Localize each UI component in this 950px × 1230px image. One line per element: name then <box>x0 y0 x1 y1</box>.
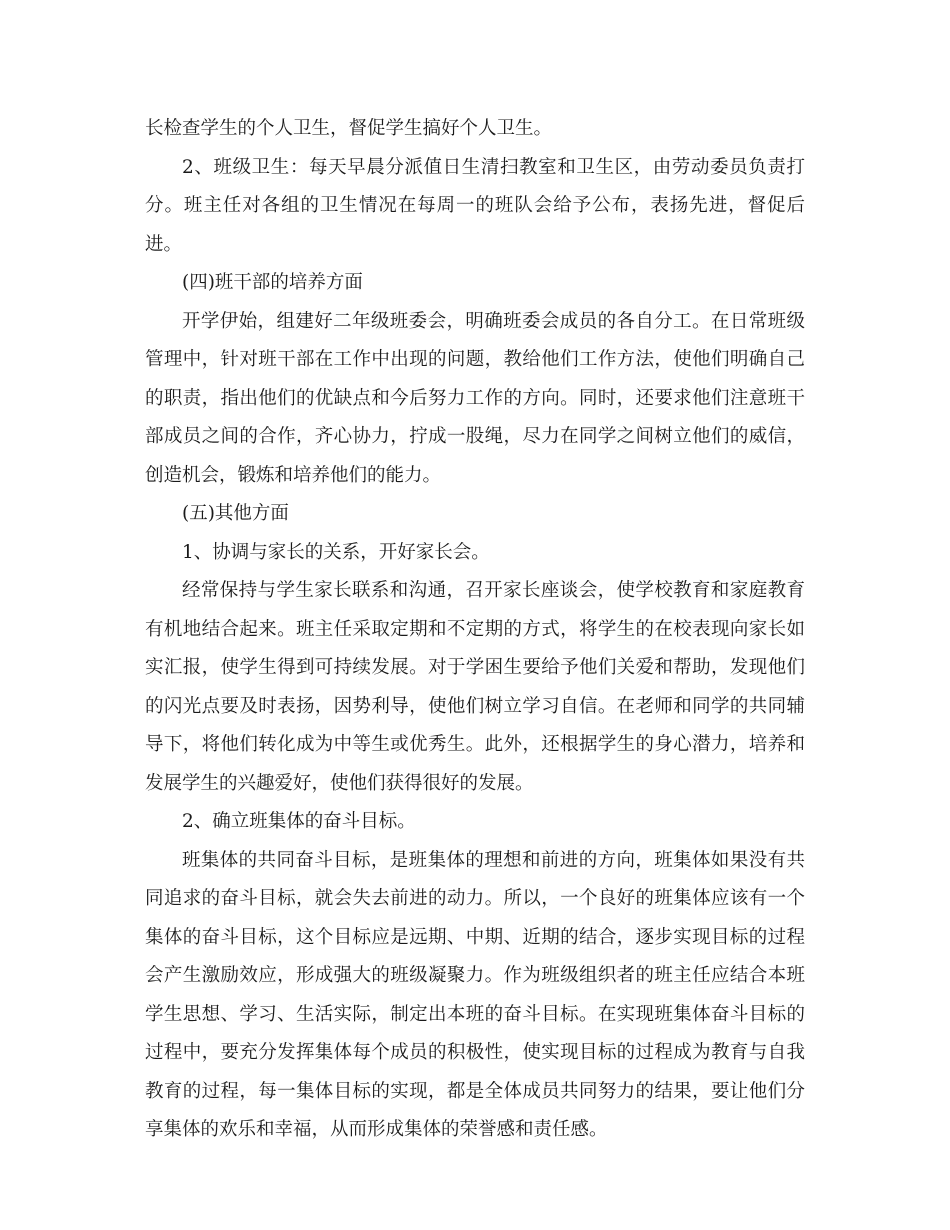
paragraph-continuation: 长检查学生的个人卫生，督促学生搞好个人卫生。 <box>145 118 553 139</box>
document-body <box>145 110 805 1150</box>
paragraph-goals: 班集体的共同奋斗目标，是班集体的理想和前进的方向，班集体如果没有共同追求的奋斗目标，就会失去前进的动力。所以，一个良好的班集体应该有一个集体的奋斗目标，这个目标应是远期、中期、近期的结合，逐步实现目标的过程会产生激励效应，形成强大的班级凝聚力。作为班级组织者的班主任应结合本班学生思想、学习、生活实际，制定出本班的奋斗目标。在实现班集体奋斗目标的过程中，要充分发挥集体每个成员的积极性，使实现目标的过程成为教育与自我教育的过程，每一集体目标的实现，都是全体成员共同努力的结果，要让他们分享集体的欢乐和幸福，从而形成集体的荣誉感和责任感。 <box>145 849 805 1140</box>
subheading-goals: 2、确立班集体的奋斗目标。 <box>182 811 416 832</box>
paragraph-cadre-training: 开学伊始，组建好二年级班委会，明确班委会成员的各自分工。在日常班级管理中，针对班干部在工作中出现的问题，教给他们工作方法，使他们明确自己的职责，指出他们的优缺点和今后努力工作的方向。同时，还要求他们注意班干部成员之间的合作，齐心协力，拧成一股绳，尽力在同学之间树立他们的威信，创造机会，锻炼和培养他们的能力。 <box>145 310 805 486</box>
paragraph-class-hygiene: 2、班级卫生：每天早晨分派值日生清扫教室和卫生区，由劳动委员负责打分。班主任对各组的卫生情况在每周一的班队会给予公布，表扬先进，督促后进。 <box>145 156 805 255</box>
subheading-parents: 1、协调与家长的关系，开好家长会。 <box>182 541 490 563</box>
paragraph-parents: 经常保持与学生家长联系和沟通，召开家长座谈会，使学校教育和家庭教育有机地结合起来。班主任采取定期和不定期的方式，将学生的在校表现向家长如实汇报，使学生得到可持续发展。对于学困生要给予他们关爱和帮助，发现他们的闪光点要及时表扬，因势利导，使他们树立学习自信。在老师和同学的共同辅导下，将他们转化成为中等生或优秀生。此外，还根据学生的身心潜力，培养和发展学生的兴趣爱好，使他们获得很好的发展。 <box>145 580 805 794</box>
section-heading-cadre-training: (四)班干部的培养方面 <box>182 272 363 293</box>
section-heading-other: (五)其他方面 <box>182 503 289 524</box>
